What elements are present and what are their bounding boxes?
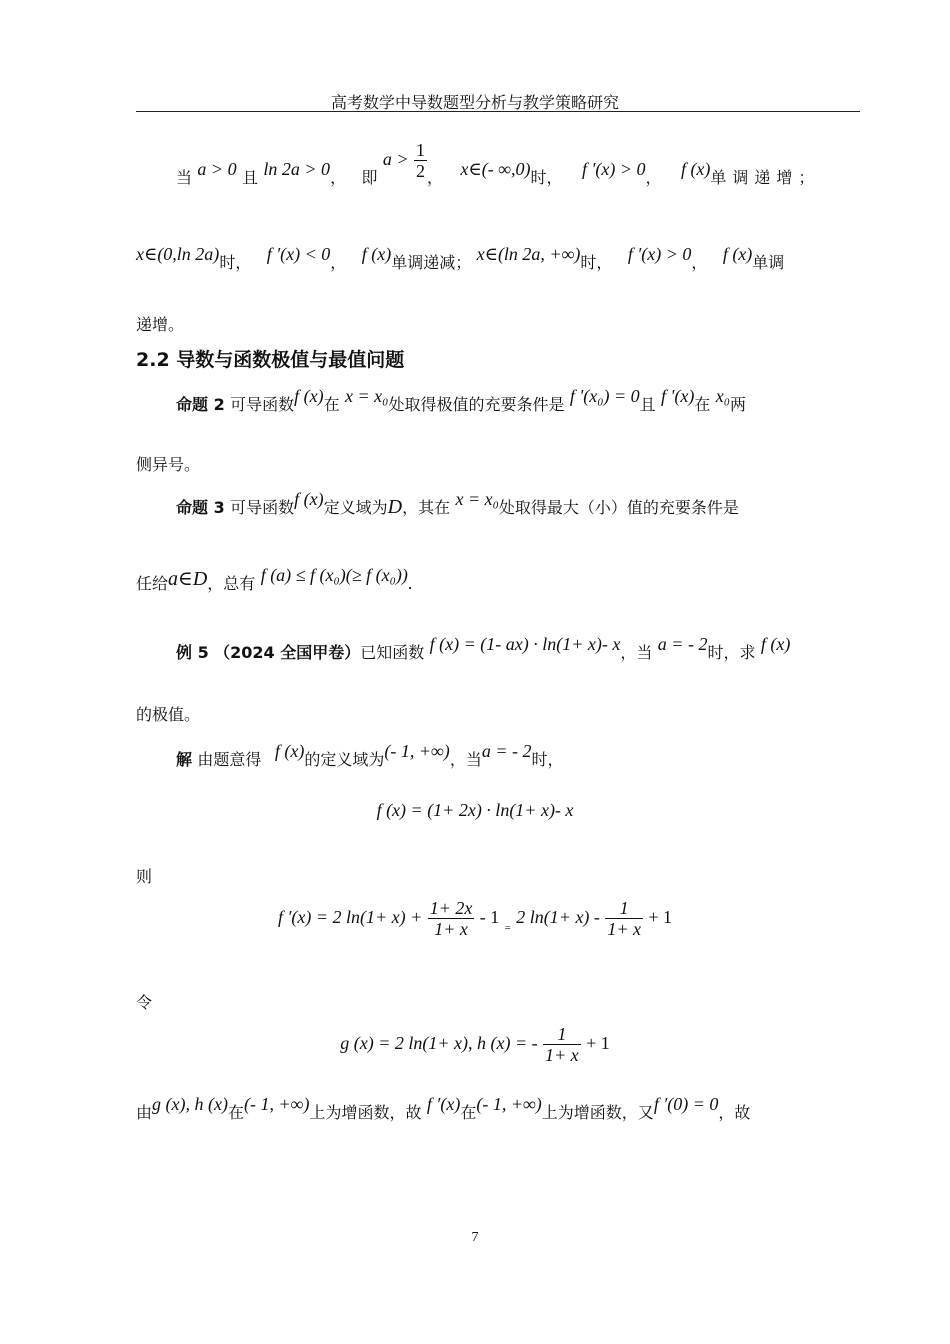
fraction-3 — [543, 1024, 581, 1065]
text-shi: 时， — [219, 253, 252, 272]
text: 定义域为 — [323, 498, 388, 517]
text: ，总有 — [207, 574, 256, 593]
prop2-line — [176, 386, 747, 415]
eq2-right: 2 ln(1+ x) - — [516, 907, 600, 927]
fx: f (x) — [294, 489, 324, 509]
text: 上为增函数，又 — [541, 1103, 654, 1122]
frac-den: 1+ x — [434, 919, 468, 939]
fprime-zero: f ′(0) = 0 — [653, 1094, 719, 1114]
interval-ln2a-inf: x∈(ln 2a, +∞) — [476, 244, 581, 264]
a-gt: a > — [382, 149, 409, 169]
frac-den: 2 — [415, 161, 425, 181]
fx: f (x) — [680, 159, 711, 179]
para1-line — [176, 140, 821, 199]
equation-g-h — [0, 1024, 950, 1065]
ex5-line2: 的极值。 — [136, 705, 201, 724]
text: ，当 — [449, 750, 482, 769]
comma: ， — [426, 168, 443, 187]
text-shi: 时， — [530, 168, 563, 187]
eq2-left: f ′(x) = 2 ln(1+ x) + — [277, 907, 423, 927]
sol-line — [176, 741, 564, 770]
comma: ， — [330, 168, 347, 187]
running-header: 高考数学中导数题型分析与教学策略研究 — [330, 93, 619, 112]
sol-last-line — [136, 1094, 751, 1123]
text: 已知函数 — [360, 643, 425, 662]
frac-den: 1+ x — [607, 919, 641, 939]
text-dang: 当 — [176, 168, 193, 187]
equation-fprime — [0, 898, 950, 939]
text: 处取得最大（小）值的充要条件是 — [498, 498, 739, 517]
eq2-tail: + 1 — [648, 907, 673, 927]
text: 由题意得 — [197, 750, 262, 769]
text: ，当 — [620, 643, 653, 662]
header-rule — [136, 111, 860, 112]
fx: f (x) — [361, 244, 392, 264]
text: 两 — [730, 395, 747, 414]
cond-a-positive: a > 0 — [197, 159, 237, 179]
comma: ， — [691, 253, 708, 272]
interval-neg-inf-0: x∈(- ∞,0) — [460, 159, 531, 179]
eq2-eq: = — [504, 922, 511, 934]
fx: f (x) — [760, 634, 791, 654]
x0: x₀ — [715, 386, 731, 406]
text: 可导函数 — [230, 498, 295, 517]
text: 可导函数 — [230, 395, 295, 414]
frac-den: 1+ x — [545, 1045, 579, 1065]
text: 任给 — [136, 574, 169, 593]
domain-interval: (- 1, +∞) — [384, 741, 450, 761]
ex5-label: 例 5 — [176, 643, 209, 662]
x-eq-x0: x = x₀ — [455, 489, 499, 509]
prop2-line2: 侧异号。 — [136, 455, 201, 474]
text: 上为增函数，故 — [309, 1103, 422, 1122]
frac-num: 1 — [605, 898, 643, 919]
fx: f (x) — [722, 244, 753, 264]
equation-fx: f (x) = (1+ 2x) · ln(1+ x)- x — [376, 800, 574, 820]
text: 处取得极值的充要条件是 — [388, 395, 565, 414]
interval-0-ln2a: x∈(0,ln 2a) — [136, 244, 220, 264]
domain-D: D — [387, 496, 403, 518]
fx: f (x) — [274, 741, 305, 761]
prop3-line — [176, 489, 739, 519]
frac-num: 1 — [415, 140, 425, 160]
deriv-positive: f ′(x) > 0 — [581, 159, 646, 179]
text-mono: 单调 — [752, 253, 785, 272]
text: 时，求 — [707, 643, 756, 662]
fprime-x: f '(x) — [661, 386, 695, 406]
text-ji: 即 — [361, 168, 378, 187]
fprime-x: f ′(x) — [426, 1094, 461, 1114]
eq2-mid: - 1 — [479, 907, 500, 927]
period: . — [407, 573, 413, 593]
text-shi: 时， — [580, 253, 613, 272]
para3-line: 递增。 — [136, 315, 185, 334]
deriv-negative: f ′(x) < 0 — [266, 244, 331, 264]
frac-num: 1 — [543, 1024, 581, 1045]
fraction-1 — [428, 898, 475, 939]
text: 在 — [694, 395, 711, 414]
text: 由 — [136, 1103, 153, 1122]
x-eq-x0: x = x₀ — [345, 386, 389, 406]
prop3-label: 命题 3 — [176, 498, 225, 517]
text: 且 — [639, 395, 656, 414]
para2-line — [136, 244, 785, 273]
prop2-label: 命题 2 — [176, 395, 225, 414]
deriv-positive: f ′(x) > 0 — [627, 244, 692, 264]
section-heading: 2.2 导数与函数极值与最值问题 — [136, 349, 405, 371]
ex5-function: f (x) = (1- ax) · ln(1+ x)- x — [429, 634, 621, 654]
max-condition: f (a) ≤ f (x₀)(≥ f (x₀)) — [260, 565, 408, 585]
g-h-functions: g (x), h (x) — [152, 1094, 228, 1114]
text: 在 — [227, 1103, 244, 1122]
eq3-tail: + 1 — [586, 1033, 610, 1053]
text-increasing: 单调递增； — [710, 168, 821, 187]
sol-label: 解 — [176, 750, 193, 769]
text-ze: 则 — [136, 867, 153, 886]
ex5-line — [176, 634, 791, 663]
text: ，故 — [718, 1103, 751, 1122]
text-decreasing: 单调递减； — [391, 253, 472, 272]
deriv-zero-cond: f '(x₀) = 0 — [569, 386, 640, 406]
a-in-D: a∈D — [168, 568, 208, 590]
prop3-line2 — [136, 565, 413, 595]
text-qie: 且 — [241, 168, 258, 187]
comma: ， — [645, 168, 662, 187]
fraction-half — [414, 140, 427, 181]
fx: f (x) — [294, 386, 324, 406]
a-eq-neg2: a = - 2 — [657, 634, 708, 654]
text: 在 — [460, 1103, 477, 1122]
a-eq-neg2: a = - 2 — [481, 741, 532, 761]
cond-ln2a-positive: ln 2a > 0 — [263, 159, 331, 179]
domain-interval: (- 1, +∞) — [244, 1094, 310, 1114]
text: 时， — [531, 750, 564, 769]
fraction-2 — [605, 898, 643, 939]
page-number: 7 — [471, 1230, 479, 1245]
domain-interval: (- 1, +∞) — [476, 1094, 542, 1114]
text: 的定义域为 — [304, 750, 385, 769]
ex5-source: （2024 全国甲卷） — [214, 643, 361, 662]
text-ling: 令 — [136, 993, 153, 1012]
text: ，其在 — [402, 498, 451, 517]
frac-num: 1+ 2x — [429, 898, 473, 918]
text: 在 — [323, 395, 340, 414]
eq3-left: g (x) = 2 ln(1+ x), h (x) = - — [340, 1033, 538, 1053]
comma: ， — [330, 253, 347, 272]
